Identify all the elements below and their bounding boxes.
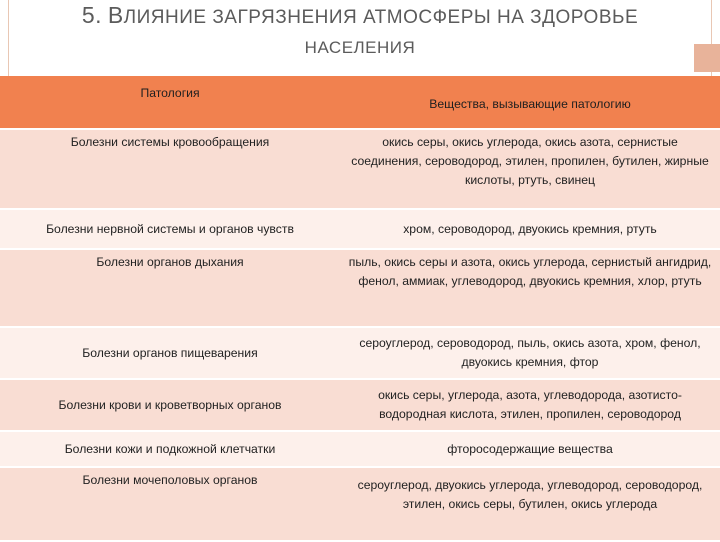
column-header-pathology: Патология	[0, 76, 340, 129]
pathology-cell: Болезни мочеполовых органов	[0, 467, 340, 541]
title-line-2: НАСЕЛЕНИЯ	[304, 38, 416, 57]
table-row	[0, 379, 720, 431]
table-row	[0, 431, 720, 467]
title-line-1-text: ЛИЯНИЕ ЗАГРЯЗНЕНИЯ АТМОСФЕРЫ НА ЗДОРОВЬЕ	[123, 7, 639, 28]
pathology-table	[0, 76, 720, 542]
pathology-cell: Болезни крови и кроветворных органов	[0, 379, 340, 431]
substances-cell: пыль, окись серы и азота, окись углерода, сернистый ангидрид, фенол, аммиак, углеводород, двуокись кремния, хлор, ртуть	[340, 249, 720, 327]
table-row	[0, 249, 720, 327]
pathology-cell: Болезни нервной системы и органов чувств	[0, 209, 340, 249]
column-header-substances: Вещества, вызывающие патологию	[340, 76, 720, 129]
substances-cell: окись серы, углерода, азота, углеводорода, азотисто-водородная кислота, этилен, пропилен, сероводород	[340, 379, 720, 431]
title-line-1	[0, 2, 720, 29]
table-row	[0, 327, 720, 379]
table-row	[0, 209, 720, 249]
pathology-cell: Болезни системы кровообращения	[0, 129, 340, 209]
pathology-cell: Болезни органов дыхания	[0, 249, 340, 327]
substances-cell: сероуглерод, сероводород, пыль, окись азота, хром, фенол, двуокись кремния, фтор	[340, 327, 720, 379]
title-first-letter: В	[107, 2, 124, 28]
substances-cell: фторосодержащие вещества	[340, 431, 720, 467]
table-row	[0, 467, 720, 541]
substances-cell: окись серы, окись углерода, окись азота, сернистые соединения, сероводород, этилен, пропилен, бутилен, жирные кислоты, ртуть, свинец	[340, 129, 720, 209]
substances-cell: хром, сероводород, двуокись кремния, ртуть	[340, 209, 720, 249]
title-number: 5.	[81, 2, 103, 28]
substances-cell: сероуглерод, двуокись углерода, углеводород, сероводород, этилен, окись серы, бутилен, окись углерода	[340, 467, 720, 541]
pathology-cell: Болезни кожи и подкожной клетчатки	[0, 431, 340, 467]
table-row	[0, 129, 720, 209]
pathology-cell: Болезни органов пищеварения	[0, 327, 340, 379]
table-header-row	[0, 76, 720, 129]
